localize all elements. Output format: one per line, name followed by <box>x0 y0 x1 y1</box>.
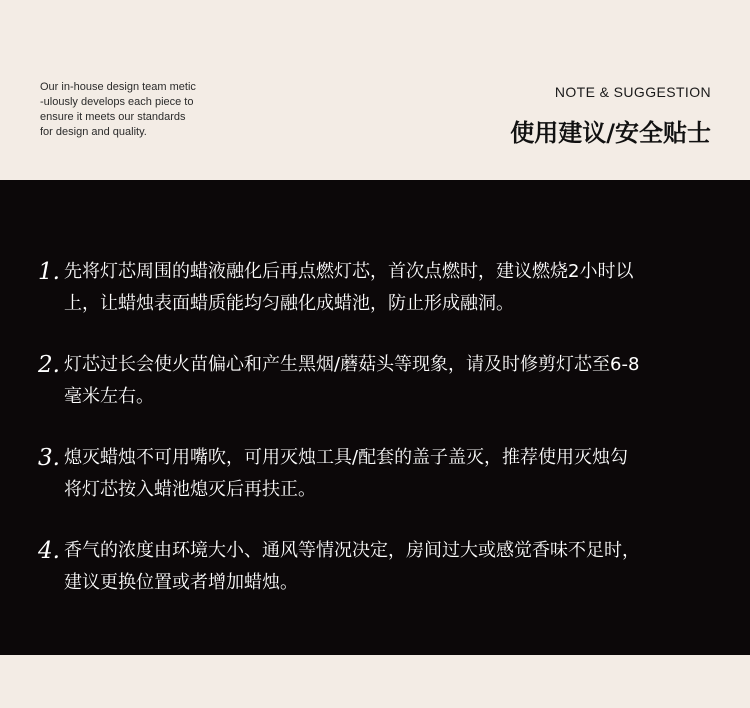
tip-number: 1. <box>38 259 60 285</box>
intro-line: -ulously develops each piece to <box>40 96 194 108</box>
tip-item <box>38 256 718 320</box>
tip-text-line: 熄灭蜡烛不可用嘴吹，可用灭烛工具/配套的盖子盖灭，推荐使用灭烛勾 <box>64 447 629 468</box>
section-eyebrow: NOTE & SUGGESTION <box>554 84 711 100</box>
intro-text <box>40 80 240 140</box>
intro-line: Our in-house design team metic <box>40 81 196 93</box>
tip-item <box>38 535 718 599</box>
page-title: 使用建议/安全贴士 <box>510 119 711 147</box>
intro-line: for design and quality. <box>40 126 147 138</box>
tips-list <box>38 256 718 628</box>
intro-line: ensure it meets our standards <box>40 111 186 123</box>
tip-number: 4. <box>38 538 60 564</box>
tip-item <box>38 442 718 506</box>
tip-item <box>38 349 718 413</box>
tip-number: 2. <box>38 352 60 378</box>
tip-text-line: 建议更换位置或者增加蜡烛。 <box>64 572 298 593</box>
tip-text-line: 将灯芯按入蜡池熄灭后再扶正。 <box>64 479 316 500</box>
footer-strip <box>0 655 750 708</box>
tip-text-line: 灯芯过长会使火苗偏心和产生黑烟/蘑菇头等现象，请及时修剪灯芯至6-8 <box>64 354 640 375</box>
header-section <box>0 0 750 180</box>
tip-text-line: 毫米左右。 <box>64 386 154 407</box>
tips-panel <box>0 180 750 655</box>
tip-text-line: 香气的浓度由环境大小、通风等情况决定，房间过大或感觉香味不足时， <box>64 540 640 561</box>
tip-number: 3. <box>38 445 60 471</box>
tip-text-line: 先将灯芯周围的蜡液融化后再点燃灯芯，首次点燃时，建议燃烧2小时以 <box>64 261 634 282</box>
tip-text-line: 上，让蜡烛表面蜡质能均匀融化成蜡池，防止形成融洞。 <box>64 293 514 314</box>
